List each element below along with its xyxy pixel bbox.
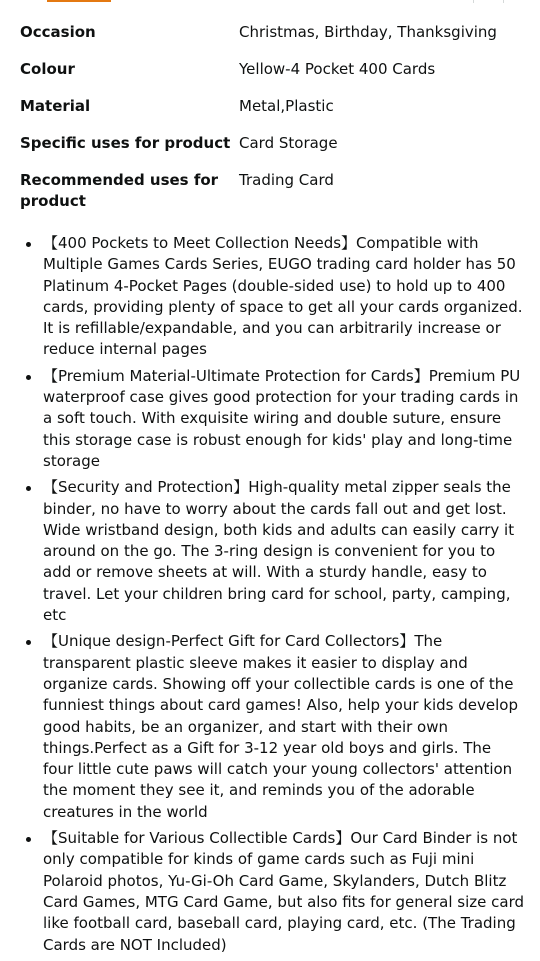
feature-bullet (18, 828, 524, 956)
spec-value: Yellow-4 Pocket 400 Cards (239, 60, 436, 78)
feature-bullet (18, 477, 524, 626)
spec-value: Metal,Plastic (239, 97, 334, 115)
bullet-dot-icon (26, 486, 31, 491)
feature-bullet-text: 【Premium Material-Ultimate Protection for Cards】Premium PU waterproof case gives good protection for your trading cards in a soft touch. With exquisite wiring and double suture, ensure this storage case is robust enough for kids' play and long-time storage (43, 366, 521, 470)
bullet-dot-icon (26, 640, 31, 645)
feature-bullet (18, 233, 524, 361)
spec-value: Christmas, Birthday, Thanksgiving (239, 23, 497, 41)
feature-bullet-text: 【400 Pockets to Meet Collection Needs】Compatible with Multiple Games Cards Series, EUGO trading card holder has 50 Platinum 4-Pocket Pages (double-sided use) to hold up to 400 cards, providing plenty of space to get all your cards organized. It is refillable/expandable, and you can arbitrarily increase or reduce internal pages (43, 234, 523, 359)
feature-bullet (18, 631, 524, 823)
about-this-item-list (18, 233, 524, 961)
feature-bullet-text: 【Suitable for Various Collectible Cards】Our Card Binder is not only compatible for kinds of game cards such as Fuji mini Polaroid photos, Yu-Gi-Oh Card Game, Skylanders, Dutch Blitz Card Games, MTG Card Game, but also fits for general size card like football card, baseball card, playing card, etc. (The Trading Cards are NOT Included) (43, 829, 525, 954)
spec-row-recommended-uses (20, 170, 525, 212)
spec-key: Occasion (20, 23, 96, 41)
spec-value: Trading Card (239, 171, 334, 189)
spec-row-specific-uses (20, 133, 525, 154)
bullet-dot-icon (26, 242, 31, 247)
tab-divider (503, 0, 504, 3)
spec-key: Material (20, 97, 91, 115)
tab-divider (473, 0, 474, 3)
spec-key: Colour (20, 60, 75, 78)
bullet-dot-icon (26, 837, 31, 842)
feature-bullet-text: 【Security and Protection】High-quality metal zipper seals the binder, no have to worry about the cards fall out and get lost. Wide wristband design, both kids and adults can easily carry it around on the go. The 3-ring design is convenient for you to add or remove sheets at will. With a sturdy handle, easy to travel. Let your children bring card for school, party, camping, etc (43, 478, 515, 625)
spec-row-colour (20, 59, 525, 80)
bullet-dot-icon (26, 375, 31, 380)
spec-key: Specific uses for product (20, 134, 231, 152)
spec-row-occasion (20, 22, 525, 43)
spec-value: Card Storage (239, 134, 338, 152)
feature-bullet (18, 366, 524, 472)
top-tab-strip (0, 0, 540, 3)
spec-key: Recommended uses for product (20, 171, 219, 210)
product-specs-table (20, 22, 525, 228)
spec-row-material (20, 96, 525, 117)
active-tab-indicator (47, 0, 111, 2)
feature-bullet-text: 【Unique design-Perfect Gift for Card Collectors】The transparent plastic sleeve makes it easier to display and organize cards. Showing off your collectible cards is one of the funniest things about card games! Also, help your kids develop good habits, be an organizer, and start with their own things.Perfect as a Gift for 3-12 year old boys and girls. The four little cute paws will catch your young collectors' attention the moment they see it, and reminds you of the adorable creatures in the world (43, 632, 518, 821)
